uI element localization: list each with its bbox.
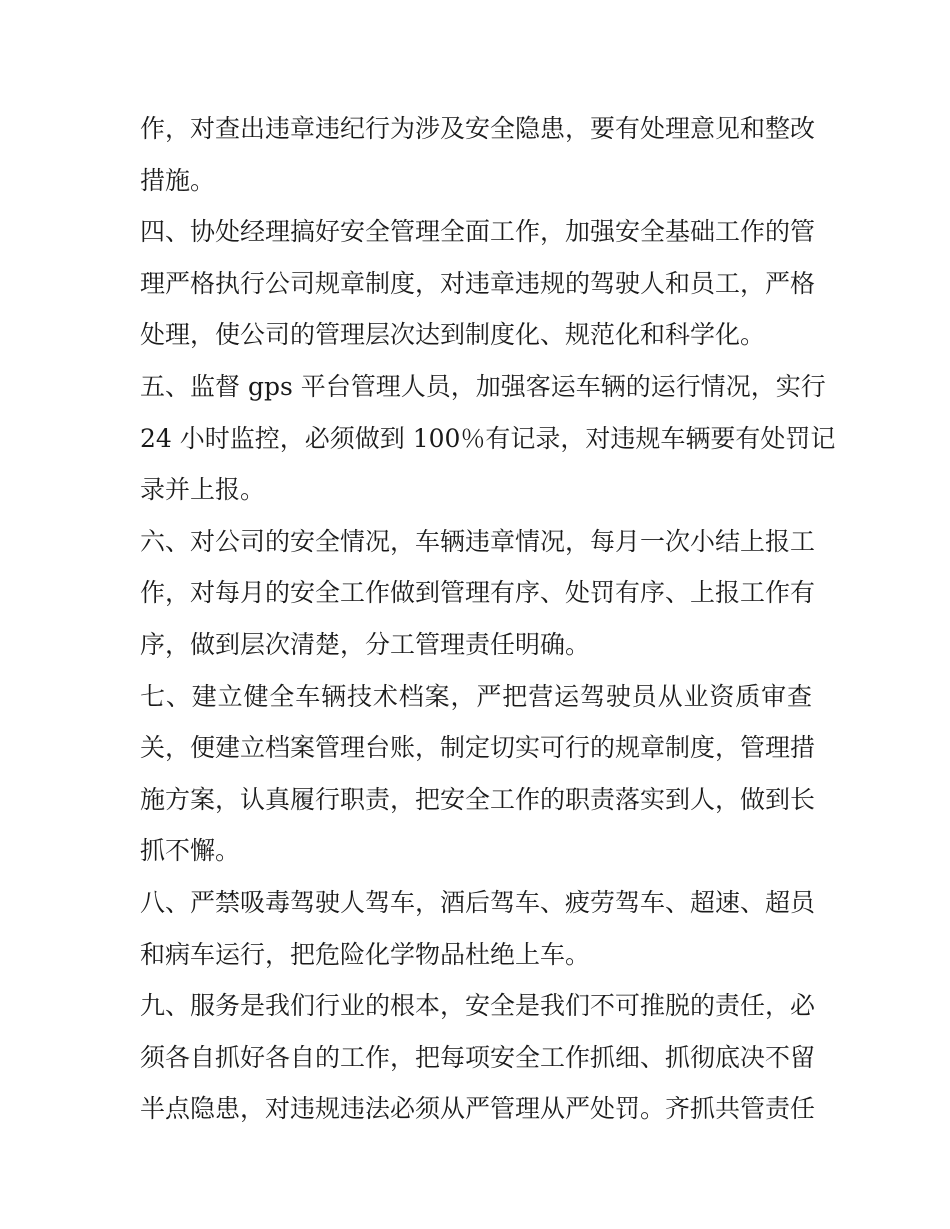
text-line: 八、严禁吸毒驾驶人驾车，酒后驾车、疲劳驾车、超速、超员 xyxy=(140,887,816,917)
text-line: 须各自抓好各自的工作，把每项安全工作抓细、抓彻底决不留 xyxy=(140,1042,816,1072)
text-line: 六、对公司的安全情况，车辆违章情况，每月一次小结上报工 xyxy=(140,526,816,556)
text-line: 序，做到层次清楚，分工管理责任明确。 xyxy=(140,629,591,659)
text-line: 作，对查出违章违纪行为涉及安全隐患，要有处理意见和整改 xyxy=(140,114,816,143)
document-body xyxy=(140,103,836,1135)
text-line: 七、建立健全车辆技术档案，严把营运驾驶员从业资质审查 xyxy=(140,681,812,711)
text-line: 措施。 xyxy=(140,165,216,195)
text-line: 关，便建立档案管理台账，制定切实可行的规章制度，管理措 xyxy=(140,733,816,763)
text-line: 理严格执行公司规章制度，对违章违规的驾驶人和员工，严格 xyxy=(140,268,816,298)
text-line: 施方案，认真履行职责，把安全工作的职责落实到人，做到长 xyxy=(140,784,816,814)
text-line: 24 小时监控，必须做到 100％有记录，对违规车辆要有处罚记 xyxy=(140,423,836,453)
text-line: 抓不懈。 xyxy=(140,836,241,866)
text-line: 和病车运行，把危险化学物品杜绝上车。 xyxy=(140,939,591,969)
text-line: 五、监督 gps 平台管理人员，加强客运车辆的运行情况，实行 xyxy=(140,371,826,401)
text-line: 九、服务是我们行业的根本，安全是我们不可推脱的责任，必 xyxy=(140,991,816,1021)
text-line: 处理，使公司的管理层次达到制度化、规范化和科学化。 xyxy=(140,320,766,350)
text-line: 录并上报。 xyxy=(140,475,266,505)
text-line: 半点隐患，对违规违法必须从严管理从严处罚。齐抓共管责任 xyxy=(140,1094,816,1124)
text-line: 作，对每月的安全工作做到管理有序、处罚有序、上报工作有 xyxy=(140,578,816,608)
text-line: 四、协处经理搞好安全管理全面工作，加强安全基础工作的管 xyxy=(140,217,816,247)
